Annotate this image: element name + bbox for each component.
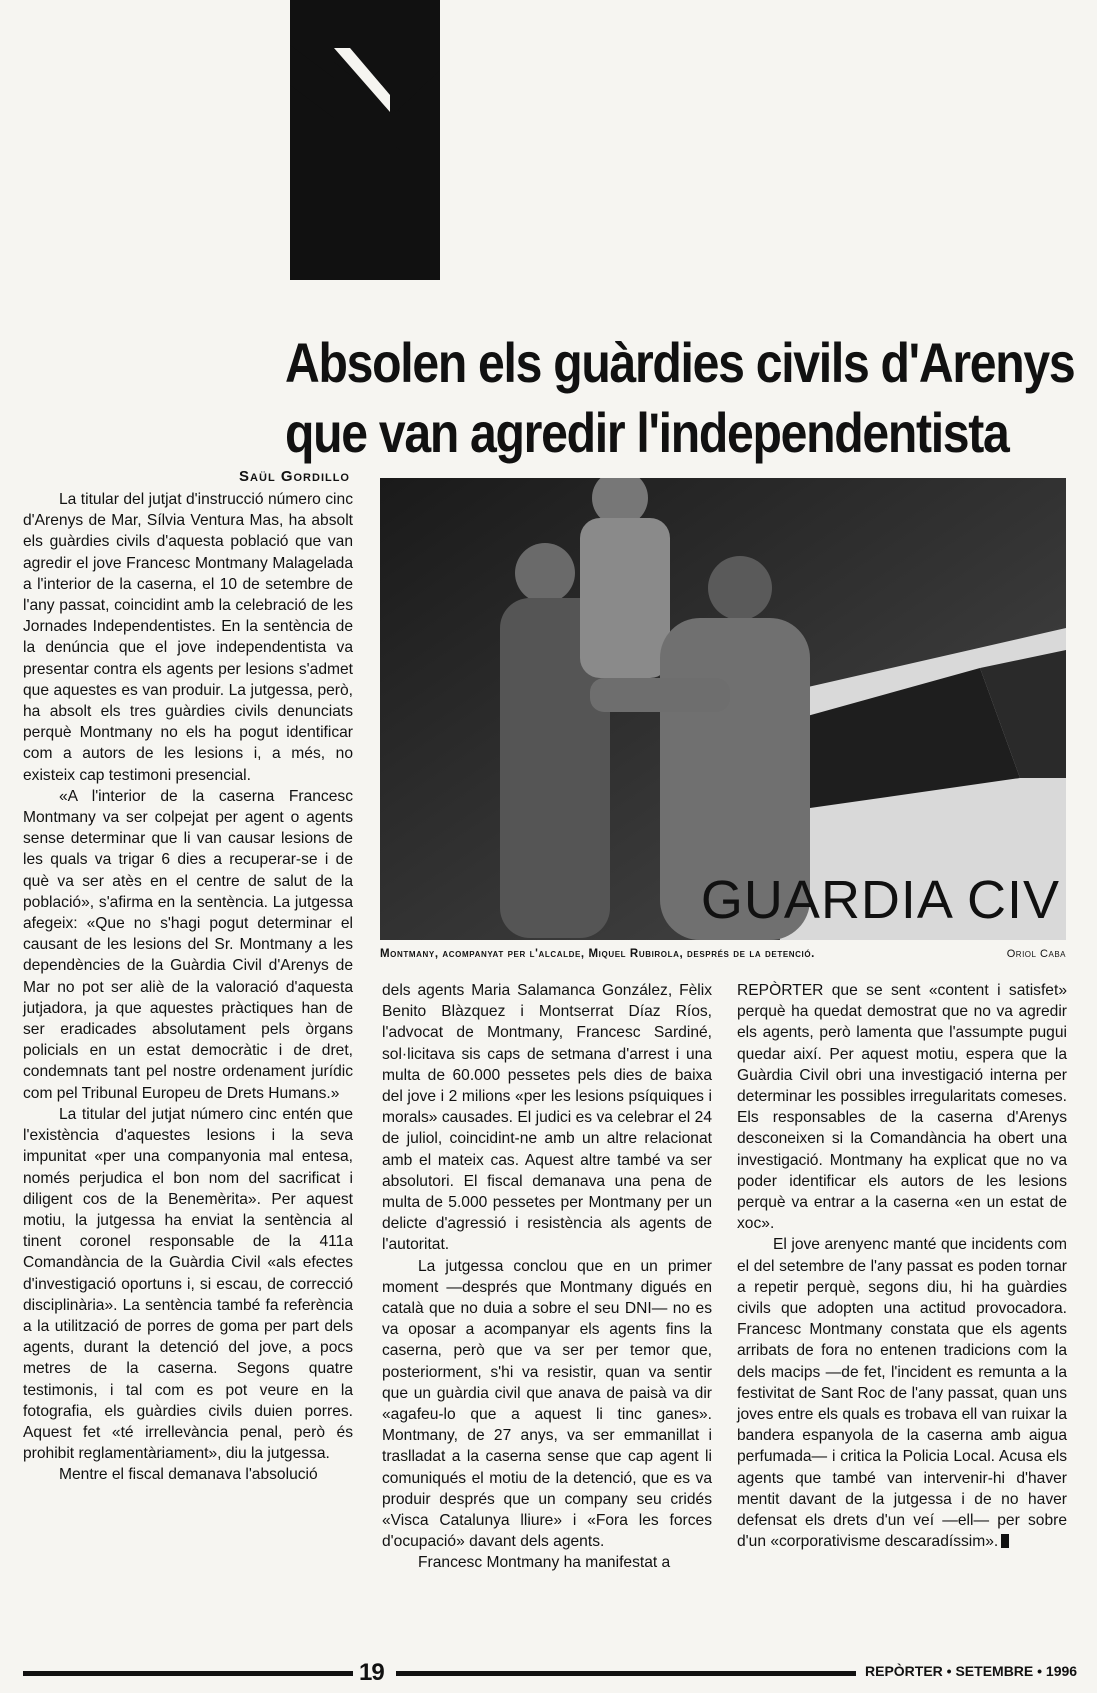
paragraph — [737, 1234, 1067, 1552]
page-footer — [23, 1657, 1078, 1687]
news-photo — [380, 478, 1066, 940]
headline-line-2: que van agredir l'independentista — [285, 401, 1009, 464]
paragraph: Mentre el fiscal demanava l'absolució — [59, 1466, 318, 1484]
magazine-issue: REPÒRTER • SETEMBRE • 1996 — [865, 1663, 1078, 1679]
footer-rule — [396, 1671, 856, 1676]
end-of-article-icon — [1001, 1534, 1009, 1548]
photo-caption: Montmany, acompanyat per l'alcalde, Miquel Rubirola, després de la detenció. — [380, 948, 815, 960]
paragraph: Francesc Montmany ha manifestat a — [418, 1554, 671, 1572]
section-logo-n-icon — [290, 0, 450, 280]
page-number: 19 — [359, 1659, 384, 1686]
article-headline — [285, 328, 1075, 468]
paragraph: La titular del jutjat número cinc entén que l'existència d'aquestes lesions i la seva impunitat «per una companyonia mal entesa, només perjudica el bon nom del sacrificat i diligent cos de la Benemèrita». Per aquest motiu, la jutgessa ha enviat la sentència al tinent coronel responsable de la 411a Comandància de la Guàrdia Civil «als efectes d'investigació oportuns i, si escau, de correcció disciplinària». La sentència també fa referència a la utilització de porres de goma per part dels agents, durant la detenció del jove, a pocs metres de la caserna. Segons quatre testimonis, i tal com es pot veure en la fotografia, els guàrdies civils duien porres. Aquest fet «té irrellevància penal, però és prohibit reglamentàriament», diu la jutgessa. — [23, 1105, 353, 1463]
byline: Saül Gordillo — [239, 468, 350, 485]
paragraph: La jutgessa conclou que en un primer moment —després que Montmany digués en català que no duia a sobre el seu DNI— no es va oposar a acompanyar els agents fins la caserna, però que va ser per temor que, posteriorment, s'hi va resistir, quan va sentir que un guàrdia civil que anava de paisà va dir «agafeu-lo que a aquest li tinc ganes». Montmany, de 27 anys, va ser emmanillat i traslladat a la caserna sense que cap agent li comuniqués el motiu de la detenció, que es va produir després que un company seu cridés «Visca Catalunya lliure» i «Fora les forces d'ocupació» davant dels agents. — [382, 1257, 712, 1551]
paragraph: «A l'interior de la caserna Francesc Montmany va ser colpejat per agent o agents sense determinar que li van causar lesions de les quals va trigar 6 dies a recuperar-se i de què va ser atès en el centre de salut de la població», s'afirma en la sentència. La jutgessa afegeix: «Que no s'hagi pogut determinar el causant de les lesions del Sr. Montmany a les dependències de la Guàrdia Civil d'Arenys de Mar no pot ser aliè de la valoració d'aquesta jutjadora, ja que aquestes pràctiques han de ser eradicades absolutament pels òrgans policials en un estat democràtic i de dret, condemnats tant pel nostre ordenament jurídic com pel Tribunal Europeu de Drets Humans.» — [23, 787, 353, 1102]
paragraph: REPÒRTER que se sent «content i satisfet» perquè ha quedat demostrat que no va agredir els agents, però lamenta que l'assumpte pugui quedar així. Per aquest motiu, espera que la Guàrdia Civil obri una investigació interna per determinar les possibles irregularitats comeses. Els responsables de la caserna d'Arenys desconeixen si la Comandància ha obert una investigació. Montmany ha explicat que no va poder identificar els autors de les lesions perquè va entrar a la caserna «en un estat de xoc». — [737, 982, 1067, 1233]
paragraph: La titular del jutjat d'instrucció número cinc d'Arenys de Mar, Sílvia Ventura Mas, ha absolt els guàrdies civils d'aquesta població que van agredir el jove Francesc Montmany Malagelada a l'interior de la caserna, el 10 de setembre de l'any passat, coincidint amb la celebració de les Jornades Independentistes. En la sentència de la denúncia que el jove independentista va presentar contra els agents per lesions s'admet que aquestes es van produir. La jutgessa, però, ha absolt els tres guàrdies civils denunciats perquè Montmany no els ha pogut identificar com a autors de les lesions i, a més, no existeix cap testimoni presencial. — [23, 491, 353, 784]
paragraph-text: El jove arenyenc manté que incidents com el del setembre de l'any passat es poden tornar a repetir perquè, segons diu, hi ha guàrdies civils que adopten una actitud provocadora. Francesc Montmany constata que els agents arribats de fora no entenen tradicions com la dels macips —de fet, l'incident es remunta a la festivitat de Sant Roc de l'any passat, quan uns joves entre els quals es trobava ell van ruixar la bandera espanyola de la caserna amb aigua perfumada— i critica la Policia Local. Acusa els agents que també van intervenir-hi d'haver mentit davant de la jutgessa i de no haver defensat els drets d'un veí —ell— per sobre d'un «corporativisme descaradíssim». — [737, 1236, 1067, 1551]
footer-rule — [23, 1671, 353, 1676]
article-column-1 — [23, 489, 353, 1486]
paragraph: dels agents Maria Salamanca González, Fèlix Benito Blàzquez i Montserrat Díaz Ríos, l'advocat de Montmany, Francesc Sardiné, sol·licitava sis caps de setmana d'arrest i una multa de 60.000 pessetes pels dies de baixa del jove i 2 milions «per les lesions psíquiques i morals» causades. El judici es va celebrar el 24 de juliol, coincidint-ne amb un altre relacionat amb el mateix cas. Aquest altre també va ser absolutori. El fiscal demanava una pena de multa de 5.000 pessetes per Montmany per un delicte d'agressió i resistència als agents de l'autoritat. — [382, 982, 712, 1254]
article-column-3 — [737, 980, 1067, 1552]
news-photo-illustration — [380, 478, 1066, 940]
headline-line-1: Absolen els guàrdies civils d'Arenys — [285, 331, 1075, 394]
vehicle-text: GUARDIA CIV — [700, 870, 1060, 930]
photo-credit: Oriol Caba — [1006, 948, 1066, 960]
article-column-2 — [382, 980, 712, 1574]
